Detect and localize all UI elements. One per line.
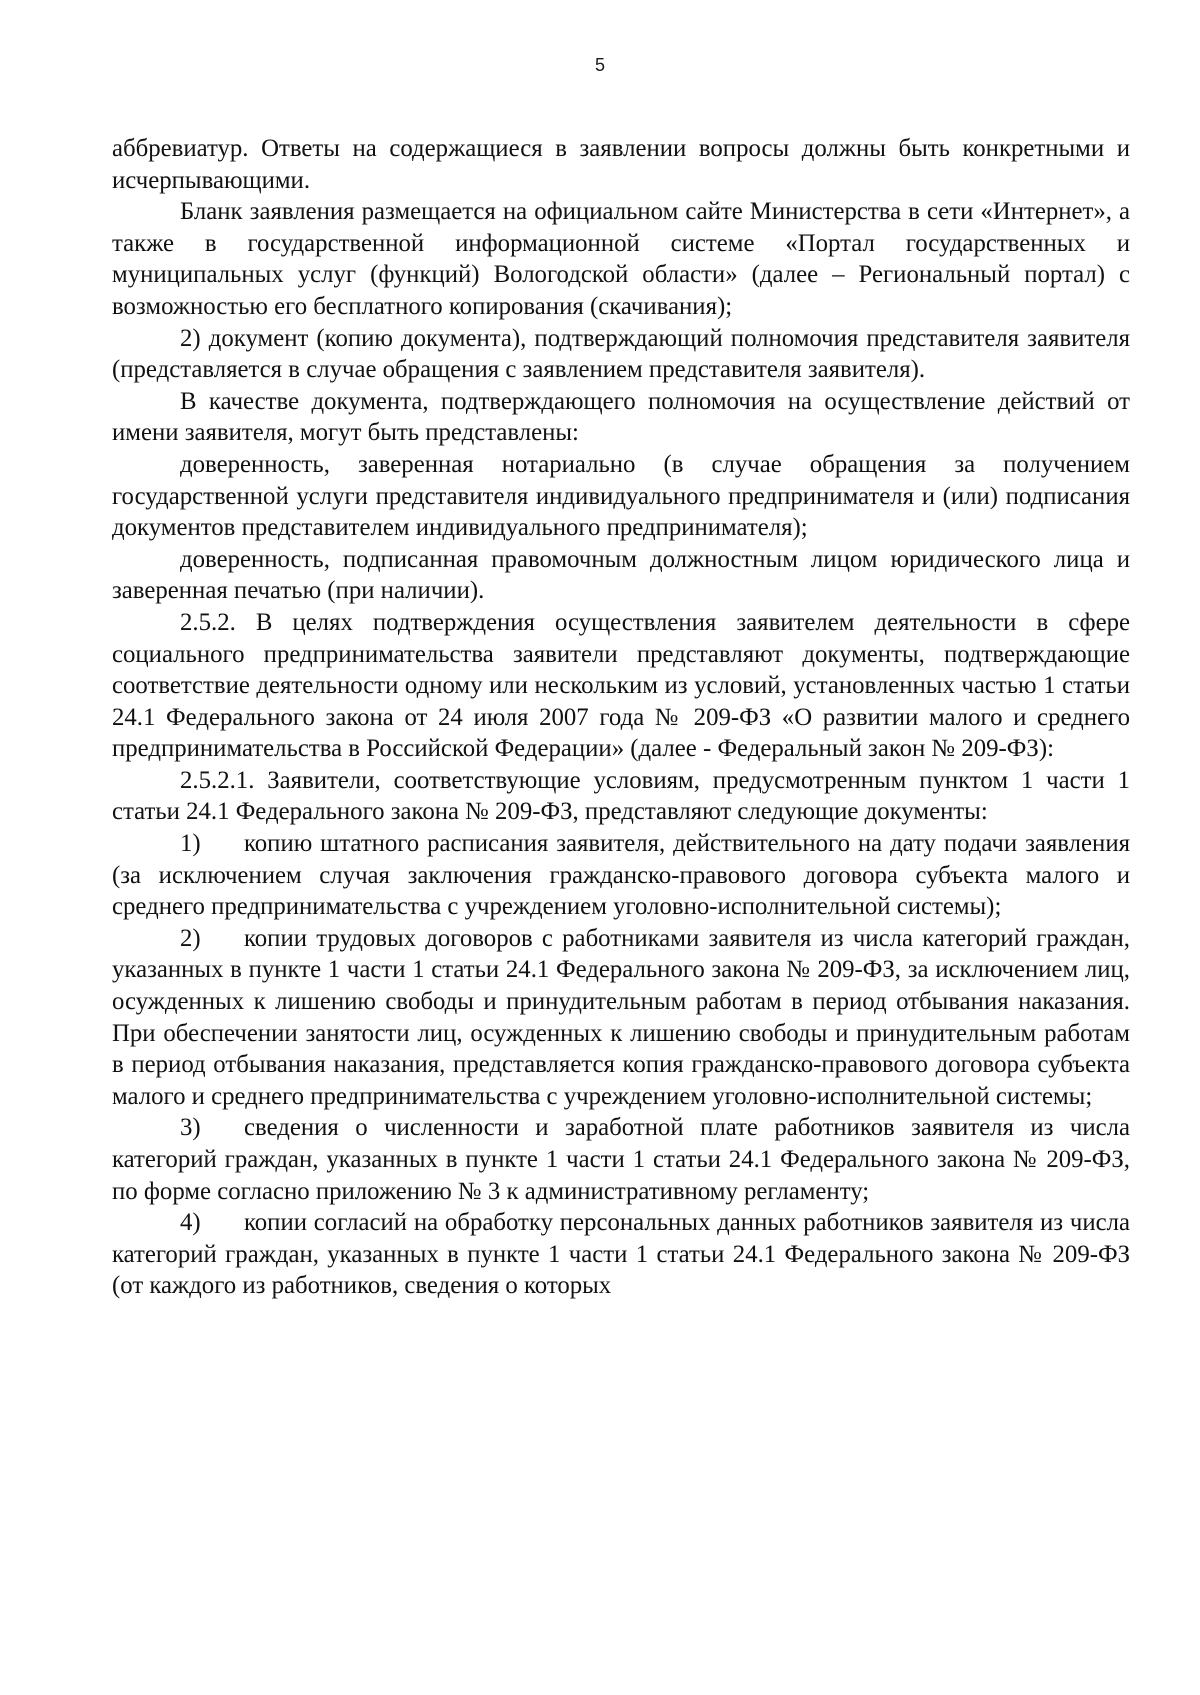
paragraph: 2.5.2. В целях подтверждения осуществления заявителем деятельности в сфере социального предпринимательства заявители представляют документы, подтверждающие соответствие деятельности одному или нескольким из условий, установленных частью 1 статьи 24.1 Федерального закона от 24 июля 2007 года № 209-ФЗ «О развитии малого и среднего предпринимательства в Российской Федерации» (далее - Федеральный закон № 209-ФЗ): (112, 608, 1130, 763)
list-item (112, 923, 1130, 1113)
paragraph: 2.5.2.1. Заявители, соответствующие условиям, предусмотренным пунктом 1 части 1 статьи 24.1 Федерального закона № 209-ФЗ, представляют следующие документы: (112, 766, 1130, 826)
list-item-text: копии согласий на обработку персональных данных работников заявителя из числа категорий граждан, указанных в пункте 1 части 1 статьи 24.1 Федерального закона № 209-ФЗ (от каждого из работников, сведения о которых (112, 1209, 1130, 1300)
list-item-number: 1) (180, 830, 201, 858)
list-item (112, 1112, 1130, 1207)
list-item-number: 4) (180, 1209, 201, 1237)
paragraph: Бланк заявления размещается на официальном сайте Министерства в сети «Интернет», а также в государственной информационной системе «Портал государственных и муниципальных услуг (функций) Вологодской области» (далее – Региональный портал) с возможностью его бесплатного копирования (скачивания); (112, 198, 1130, 320)
list-item-number: 2) (180, 924, 201, 952)
paragraph: 2) документ (копию документа), подтверждающий полномочия представителя заявителя (представляется в случае обращения с заявлением представителя заявителя). (112, 324, 1130, 384)
paragraph: доверенность, подписанная правомочным должностным лицом юридического лица и заверенная печатью (при наличии). (112, 545, 1130, 605)
list-item-number: 3) (180, 1114, 201, 1142)
list-item (112, 1207, 1130, 1302)
list-item-text: сведения о численности и заработной плате работников заявителя из числа категорий граждан, указанных в пункте 1 части 1 статьи 24.1 Федерального закона № 209-ФЗ, по форме согласно приложению № 3 к административному регламенту; (112, 1114, 1130, 1205)
paragraph: аббревиатур. Ответы на содержащиеся в заявлении вопросы должны быть конкретными и исчерпывающими. (112, 135, 1130, 194)
list-item-text: копию штатного расписания заявителя, действительного на дату подачи заявления (за исключением случая заключения гражданско-правового договора субъекта малого и среднего предпринимательства с учреждением уголовно-исполнительной системы); (112, 830, 1130, 921)
list-item-text: копии трудовых договоров с работниками заявителя из числа категорий граждан, указанных в пункте 1 части 1 статьи 24.1 Федерального закона № 209-ФЗ, за исключением лиц, осужденных к лишению свободы и принудительным работам в период отбывания наказания. При обеспечении занятости лиц, осужденных к лишению свободы и принудительным работам в период отбывания наказания, представляется копия гражданско-правового договора субъекта малого и среднего предпринимательства с учреждением уголовно-исполнительной системы; (112, 924, 1130, 1110)
paragraph: доверенность, заверенная нотариально (в случае обращения за получением государственной услуги представителя индивидуального предпринимателя и (или) подписания документов представителем индивидуального предпринимателя); (112, 450, 1130, 542)
list-item (112, 828, 1130, 923)
page-number: 5 (594, 55, 605, 75)
document-body (112, 133, 1130, 1302)
paragraph: В качестве документа, подтверждающего полномочия на осуществление действий от имени заявителя, могут быть представлены: (112, 387, 1130, 447)
